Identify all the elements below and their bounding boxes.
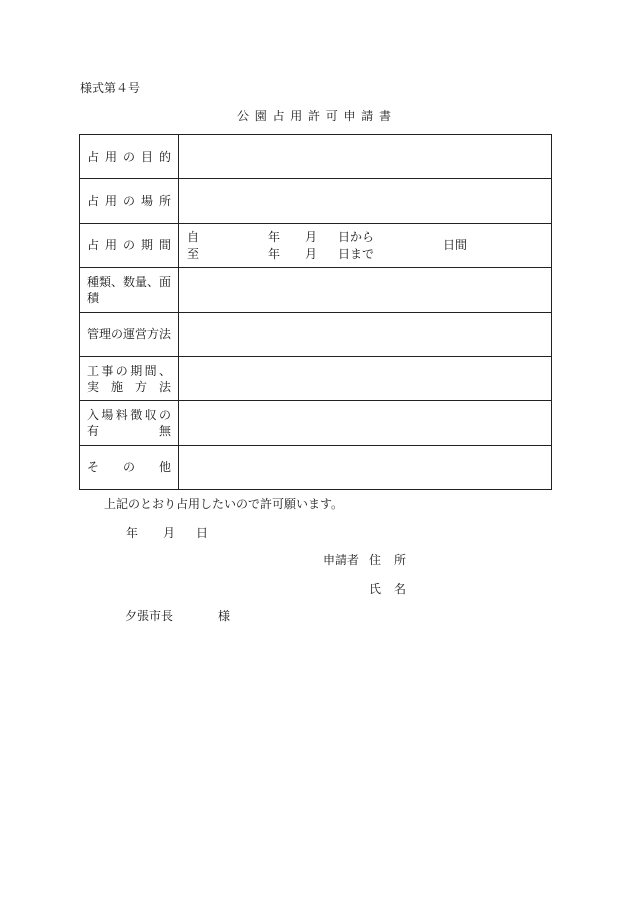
value-cell-type-quantity-area — [179, 268, 552, 312]
table-row-period — [80, 223, 552, 267]
period-from-month-label: 月 — [305, 230, 318, 245]
table-row-purpose — [80, 135, 552, 179]
period-to-day-label: 日まで — [338, 247, 375, 262]
table-row-management-method — [80, 312, 552, 356]
label-cell-construction — [80, 356, 179, 400]
value-cell-period — [179, 223, 552, 267]
addressee-honorific: 様 — [218, 609, 231, 623]
value-cell-admission-fee — [179, 401, 552, 445]
table-row-other — [80, 445, 552, 489]
label-construction-line2: 実 施 方 法 — [87, 379, 171, 394]
table-row-type-quantity-area — [80, 268, 552, 312]
label-cell-period — [80, 223, 179, 267]
date-day-label: 日 — [196, 526, 209, 540]
label-construction-line1: 工 事 の 期 間 、 — [87, 363, 171, 378]
value-cell-management-method — [179, 312, 552, 356]
label-cell-other — [80, 445, 179, 489]
period-from-day-label: 日から — [338, 230, 375, 245]
label-cell-location — [80, 179, 179, 223]
label-cell-type-quantity-area — [80, 268, 179, 312]
period-days-label: 日間 — [443, 238, 468, 253]
label-type-quantity-area-line2: 積 — [87, 290, 100, 305]
period-from-year-label: 年 — [268, 230, 281, 245]
applicant-address-label: 住 所 — [369, 553, 406, 567]
label-cell-purpose — [80, 135, 179, 179]
value-cell-other — [179, 445, 552, 489]
date-year-label: 年 — [126, 526, 139, 540]
form-number: 様式第４号 — [80, 81, 141, 95]
date-month-label: 月 — [163, 526, 176, 540]
label-location: 占 用 の 場 所 — [87, 194, 171, 209]
label-management-method: 管理の運営方法 — [87, 327, 172, 342]
table-row-location — [80, 179, 552, 223]
period-to-label: 至 — [187, 247, 200, 262]
label-cell-admission-fee — [80, 401, 179, 445]
addressee-title: 夕張市長 — [125, 609, 174, 623]
label-cell-management-method — [80, 312, 179, 356]
period-to-year-label: 年 — [268, 247, 281, 262]
period-to-month-label: 月 — [305, 247, 318, 262]
label-type-quantity-area-line1: 種類、数量、面 — [87, 274, 172, 289]
document-title: 公 園 占 用 許 可 申 請 書 — [237, 109, 391, 123]
value-cell-construction — [179, 356, 552, 400]
request-statement: 上記のとおり占用したいので許可願います。 — [104, 497, 344, 511]
table-row-admission-fee — [80, 401, 552, 445]
period-fields — [179, 228, 551, 262]
period-from-label: 自 — [187, 230, 200, 245]
label-other: そ の 他 — [87, 460, 171, 475]
label-purpose: 占 用 の 目 的 — [87, 149, 171, 164]
value-cell-purpose — [179, 135, 552, 179]
label-admission-fee-line2: 有 無 — [87, 424, 171, 439]
label-admission-fee-line1: 入 場 料 徴 収 の — [87, 408, 171, 423]
label-period: 占 用 の 期 間 — [87, 238, 171, 253]
application-table — [79, 134, 552, 490]
applicant-name-label: 氏 名 — [369, 582, 406, 596]
table-row-construction — [80, 356, 552, 400]
applicant-label: 申請者 — [323, 553, 360, 567]
value-cell-location — [179, 179, 552, 223]
